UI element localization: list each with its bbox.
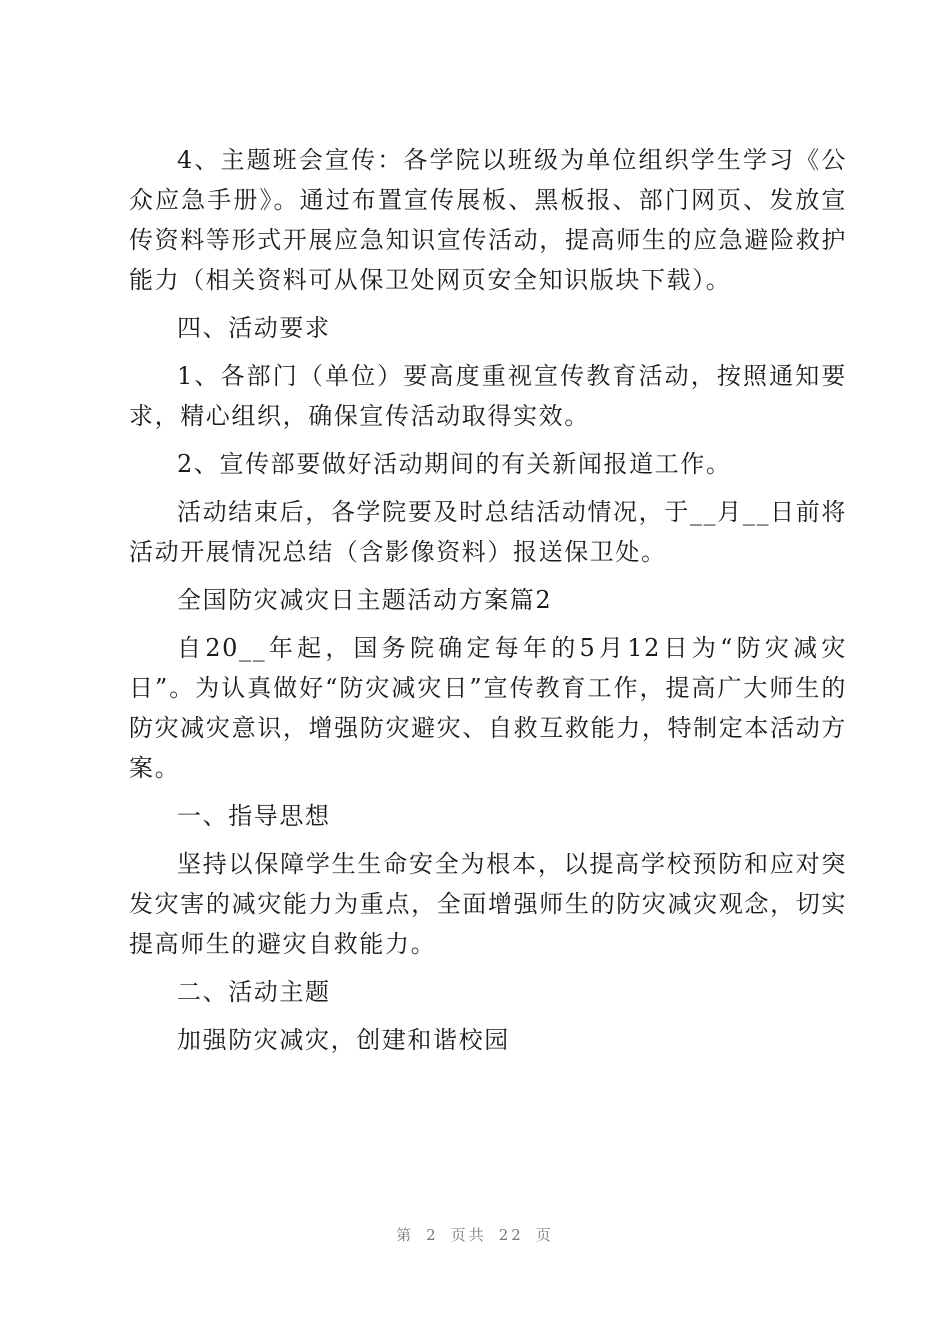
footer-suffix: 页 xyxy=(535,1226,554,1244)
paragraph-propaganda-class-meeting: 4、主题班会宣传：各学院以班级为单位组织学生学习《公众应急手册》。通过布置宣传展板、黑板报、部门网页、发放宣传资料等形式开展应急知识宣传活动，提高师生的应急避险救护能力（相关资料可从保卫处网页安全知识版块下载）。 xyxy=(129,146,847,294)
heading-activity-requirements: 四、活动要求 xyxy=(177,314,331,342)
footer-page-number: 2 xyxy=(426,1226,439,1244)
paragraph-requirement-2: 2、宣传部要做好活动期间的有关新闻报道工作。 xyxy=(177,450,732,478)
section-title-plan-2: 全国防灾减灾日主题活动方案篇2 xyxy=(177,586,553,614)
page-footer xyxy=(0,1224,950,1245)
heading-guiding-ideology: 一、指导思想 xyxy=(177,802,331,830)
paragraph-guiding-ideology: 坚持以保障学生生命安全为根本，以提高学校预防和应对突发灾害的减灾能力为重点，全面增强师生的防灾减灾观念，切实提高师生的避灾自救能力。 xyxy=(129,850,847,958)
paragraph-requirement-1: 1、各部门（单位）要高度重视宣传教育活动，按照通知要求，精心组织，确保宣传活动取得实效。 xyxy=(129,362,847,430)
paragraph-plan-intro: 自20__年起，国务院确定每年的5月12日为“防灾减灾日”。为认真做好“防灾减灾日”宣传教育工作，提高广大师生的防灾减灾意识，增强防灾避灾、自救互救能力，特制定本活动方案。 xyxy=(129,634,847,782)
footer-prefix: 第 xyxy=(396,1226,415,1244)
paragraph-summary-deadline: 活动结束后，各学院要及时总结活动情况，于__月__日前将活动开展情况总结（含影像资料）报送保卫处。 xyxy=(129,498,847,566)
footer-total-pages: 22 xyxy=(498,1226,524,1244)
heading-activity-theme: 二、活动主题 xyxy=(177,978,331,1006)
paragraph-activity-theme: 加强防灾减灾，创建和谐校园 xyxy=(177,1026,510,1054)
document-body xyxy=(129,140,847,1068)
footer-middle: 页共 xyxy=(450,1226,487,1244)
